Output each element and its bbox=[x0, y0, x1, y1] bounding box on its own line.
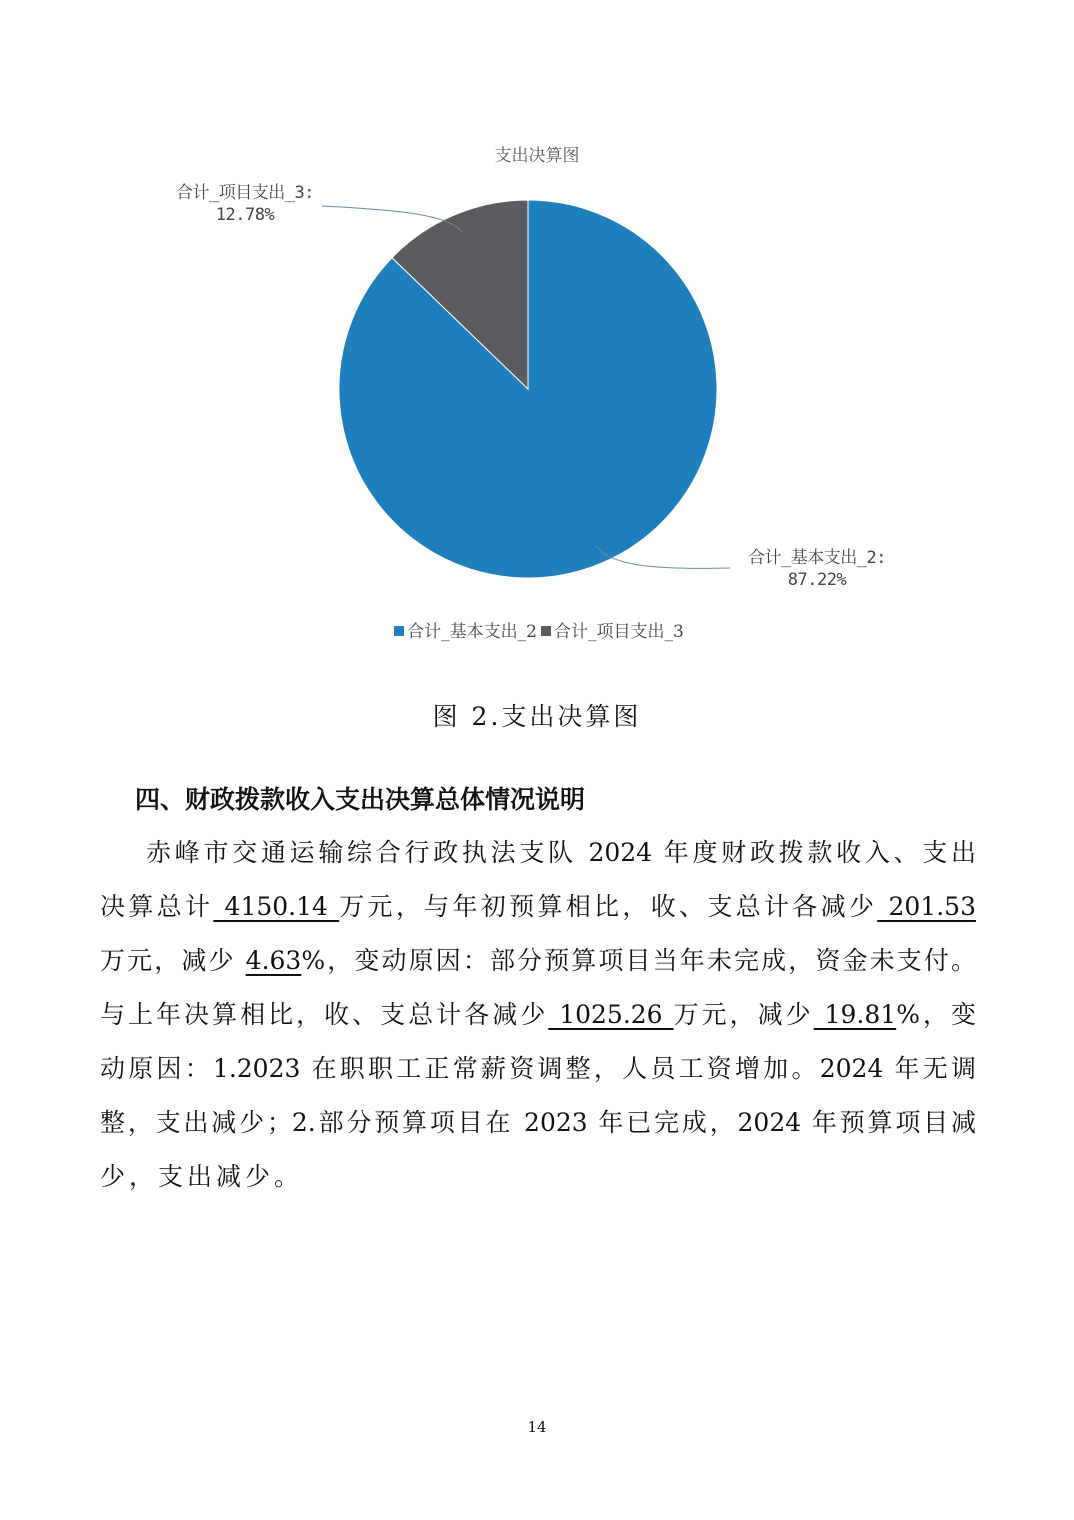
text-segment: 与上年决算相比，收、支总计各减少 bbox=[100, 1000, 549, 1029]
legend-swatch-basic bbox=[394, 626, 404, 636]
pie-plot bbox=[0, 0, 1074, 660]
underlined-value: 4.63 bbox=[245, 946, 302, 975]
text-segment: 决算总计 bbox=[100, 892, 214, 921]
expenditure-pie-chart bbox=[0, 0, 1074, 660]
figure-caption: 图 2.支出决算图 bbox=[432, 702, 642, 731]
text-segment: 万元，减少 bbox=[100, 946, 246, 975]
text-segment: 万元，减少 bbox=[673, 1000, 814, 1029]
text-segment: 动原因：1.2023 在职职工正常薪资调整，人员工资增加。2024 年无调 bbox=[100, 1054, 976, 1083]
text-segment: 赤峰市交通运输综合行政执法支队 2024 年度财政拨款收入、支出 bbox=[146, 838, 976, 867]
paragraph-line bbox=[100, 830, 976, 884]
data-label-project-value: 12.78% bbox=[215, 205, 275, 225]
legend-swatch-project bbox=[541, 626, 551, 636]
paragraph-line bbox=[100, 1046, 976, 1100]
underlined-value: 1025.26 bbox=[548, 1000, 674, 1029]
paragraph-line bbox=[100, 1154, 976, 1208]
data-label-basic bbox=[722, 547, 912, 591]
page-number: 14 bbox=[527, 1418, 547, 1436]
text-segment: 万元，与年初预算相比，收、支总计各减少 bbox=[339, 892, 878, 921]
data-label-basic-name: 合计_基本支出_2: bbox=[748, 548, 886, 568]
chart-title: 支出决算图 bbox=[494, 146, 580, 166]
paragraph-line bbox=[100, 1100, 976, 1154]
text-segment: %，变动原因：部分预算项目当年未完成，资金未支付。 bbox=[301, 946, 976, 975]
data-label-project bbox=[150, 182, 340, 226]
chart-legend bbox=[0, 617, 1074, 642]
underlined-value: 19.81 bbox=[813, 1000, 897, 1029]
paragraph-line bbox=[100, 992, 976, 1046]
underlined-value: 201.53 bbox=[877, 892, 976, 921]
legend-label-project: 合计_项目支出_3 bbox=[554, 622, 684, 642]
data-label-basic-value: 87.22% bbox=[787, 570, 847, 590]
section-heading: 四、财政拨款收入支出决算总体情况说明 bbox=[135, 785, 586, 814]
data-label-project-name: 合计_项目支出_3: bbox=[176, 183, 314, 203]
paragraph-line bbox=[100, 938, 976, 992]
text-segment: %，变 bbox=[896, 1000, 976, 1029]
text-segment: 少，支出减少。 bbox=[100, 1162, 304, 1191]
text-segment: 整，支出减少；2.部分预算项目在 2023 年已完成，2024 年预算项目减 bbox=[100, 1108, 976, 1137]
legend-label-basic: 合计_基本支出_2 bbox=[407, 622, 537, 642]
paragraph-line bbox=[100, 884, 976, 938]
underlined-value: 4150.14 bbox=[213, 892, 340, 921]
body-paragraph bbox=[100, 830, 976, 1208]
